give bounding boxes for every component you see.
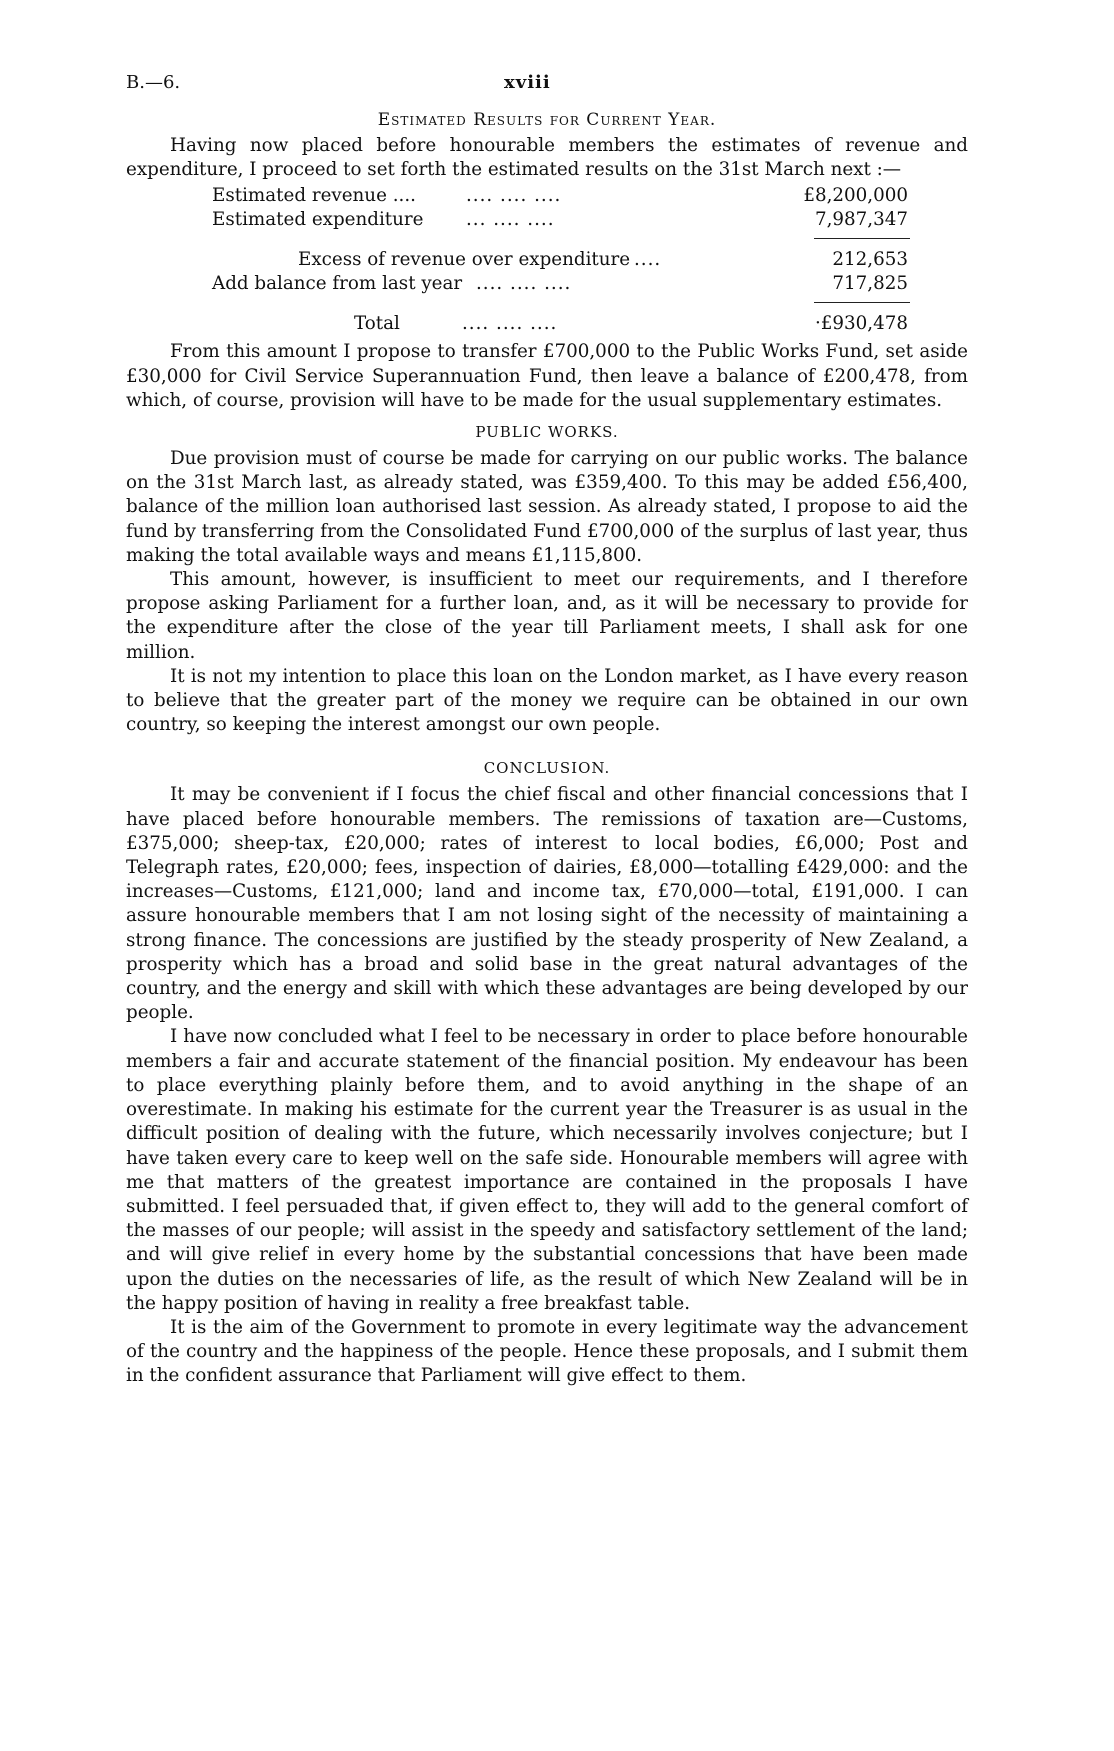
statement-row-balance bbox=[126, 272, 968, 296]
paragraph: Due provision must of course be made for carrying on our public works. The balance on the 31st March last, as already stated, was £359,400. To this may be added £56,400, balance of the million loan authorised last session. As already stated, I propose to aid the fund by transferring from the Consolidated Fund £700,000 of the surplus of last year, thus making the total available ways and means £1,115,800. bbox=[126, 448, 968, 566]
document-page bbox=[126, 72, 968, 1389]
statement-row-total bbox=[126, 312, 968, 336]
leader-dots: .... .... .... bbox=[462, 313, 558, 335]
row-value: £8,200,000 bbox=[803, 185, 908, 207]
running-header bbox=[126, 72, 968, 98]
leader-dots: ... .... .... bbox=[466, 209, 555, 231]
leader-dots: .... bbox=[634, 249, 662, 271]
row-value: 212,653 bbox=[832, 249, 908, 271]
row-value: ·£930,478 bbox=[814, 313, 908, 335]
paragraph: Having now placed before honourable members the estimates of revenue and expenditure, I proceed to set forth the estimated results on the 31st March next :— bbox=[126, 135, 968, 181]
page-number: xviii bbox=[504, 72, 551, 93]
section-heading-estimated-results: Estimated Results for Current Year. bbox=[377, 110, 717, 130]
paragraph: I have now concluded what I feel to be necessary in order to place before honourable members a fair and accurate statement of the financial position. My endeavour has been to place everything plainly before them, and to avoid anything in the shape of an overestimate. In making his estimate for the current year the Treasurer is as usual in the difficult position of dealing with the future, which necessarily involves conjecture; but I have taken every care to keep well on the safe side. Honourable members will agree with me that matters of the greatest importance are contained in the proposals I have submitted. I feel persuaded that, if given effect to, they will add to the general comfort of the masses of our people; will assist in the speedy and satisfactory settlement of the land; and will give relief in every home by the substantial concessions that have been made upon the duties on the necessaries of life, as the result of which New Zealand will be in the happy position of having in reality a free breakfast table. bbox=[126, 1026, 968, 1314]
statement-row-excess bbox=[126, 248, 968, 272]
row-label: Add balance from last year bbox=[212, 273, 463, 295]
row-label: Total bbox=[354, 313, 400, 335]
row-label: Estimated revenue .... bbox=[212, 185, 416, 207]
row-label: Estimated expenditure bbox=[212, 209, 424, 231]
row-value: 7,987,347 bbox=[814, 209, 908, 231]
row-label: Excess of revenue over expenditure bbox=[298, 249, 631, 271]
row-value: 717,825 bbox=[832, 273, 908, 295]
sum-rule bbox=[814, 238, 910, 239]
paragraph: It is the aim of the Government to promote in every legitimate way the advancement of the country and the happiness of the people. Hence these proposals, and I submit them in the confident assurance that Parliament will give effect to them. bbox=[126, 1316, 968, 1387]
estimated-results-statement bbox=[126, 184, 968, 336]
paper-reference: B.—6. bbox=[126, 72, 181, 93]
paragraph: From this amount I propose to transfer £700,000 to the Public Works Fund, set aside £30,000 for Civil Service Superannuation Fund, then leave a balance of £200,478, from which, of course, provision will have to be made for the usual supplementary estimates. bbox=[126, 341, 968, 411]
paragraph: It may be convenient if I focus the chief fiscal and other financial concessions that I have placed before honourable members. The remissions of taxation are—Customs, £375,000; sheep-tax, £20,000; rates of interest to local bodies, £6,000; Post and Telegraph rates, £20,000; fees, inspection of dairies, £8,000—totalling £429,000: and the increases—Customs, £121,000; land and income tax, £70,000—total, £191,000. I can assure honourable members that I am not losing sight of the necessity of maintaining a strong finance. The concessions are justified by the steady prosperity of New Zealand, a prosperity which has a broad and solid base in the great natural advantages of the country, and the energy and skill with which these advantages are being developed by our people. bbox=[126, 784, 968, 1024]
section-heading-conclusion: CONCLUSION. bbox=[483, 759, 611, 778]
sum-rule bbox=[814, 302, 910, 303]
paragraph: It is not my intention to place this loan on the London market, as I have every reason to believe that the greater part of the money we require can be obtained in our own country, so keeping the interest amongst our own people. bbox=[126, 665, 968, 736]
statement-row-estimated-revenue bbox=[126, 184, 968, 208]
leader-dots: .... .... .... bbox=[476, 273, 572, 295]
leader-dots: .... .... .... bbox=[466, 185, 562, 207]
paragraph: This amount, however, is insufficient to meet our requirements, and I therefore propose asking Parliament for a further loan, and, as it will be necessary to provide for the expenditure after the close of the year till Parliament meets, I shall ask for one million. bbox=[126, 569, 968, 663]
section-heading-public-works: PUBLIC WORKS. bbox=[475, 423, 619, 442]
statement-row-estimated-expenditure bbox=[126, 208, 968, 232]
